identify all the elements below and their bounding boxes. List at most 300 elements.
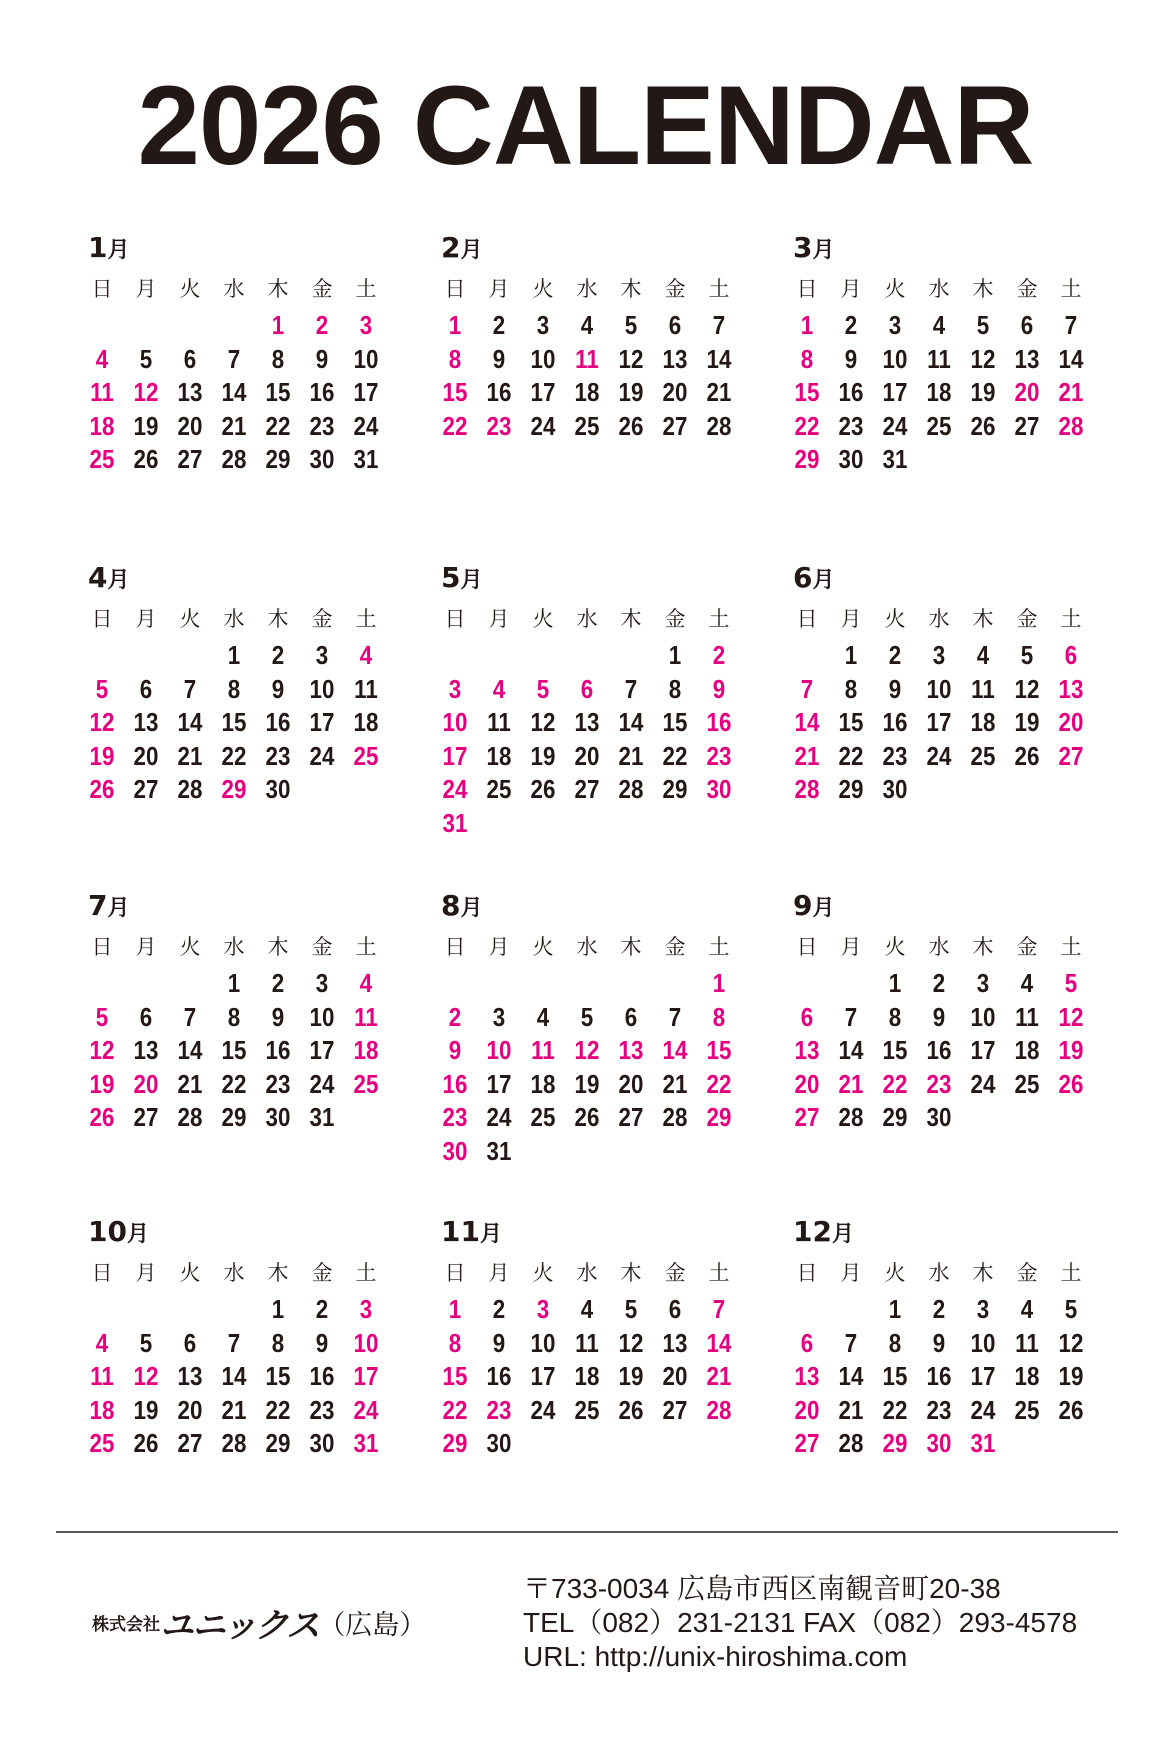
- day-cell: 31: [353, 444, 379, 474]
- day-cell: 25: [926, 410, 952, 441]
- day-cell: 8: [271, 1327, 285, 1358]
- day-cell-holiday: 19: [89, 1068, 115, 1099]
- day-cell: 29: [265, 444, 291, 474]
- day-cell-holiday: 29: [794, 444, 820, 474]
- weekday-header: 月: [135, 277, 157, 301]
- day-cell-holiday: 19: [89, 740, 115, 771]
- weekday-header: 水: [928, 277, 950, 301]
- day-cell: 27: [662, 1394, 688, 1425]
- month-block: [787, 889, 1087, 1136]
- weekday-header: 土: [355, 935, 377, 959]
- day-cell-holiday: 29: [706, 1102, 732, 1132]
- day-cell-holiday: 20: [1014, 377, 1040, 407]
- month-suffix: 月: [831, 1222, 854, 1247]
- day-cell-holiday: 21: [706, 1361, 732, 1391]
- day-cell: 10: [970, 1001, 996, 1032]
- month-block: [82, 1215, 382, 1462]
- day-cell: 6: [139, 673, 153, 704]
- month-block: [787, 231, 1087, 478]
- day-cell: 18: [926, 377, 952, 407]
- day-cell-holiday: 1: [448, 1294, 462, 1324]
- weekday-header: 月: [840, 1261, 862, 1285]
- day-cell: 28: [838, 1428, 864, 1458]
- day-cell: 19: [133, 1394, 159, 1425]
- weekday-header: 土: [355, 277, 377, 301]
- weekday-header: 月: [135, 607, 157, 631]
- day-cell: 3: [315, 968, 329, 998]
- day-cell-holiday: 16: [706, 707, 732, 737]
- day-cell-holiday: 13: [794, 1361, 820, 1391]
- day-cell-holiday: 23: [486, 410, 512, 441]
- day-cell-holiday: 31: [353, 1428, 379, 1458]
- weekday-header: 火: [884, 1261, 906, 1285]
- day-cell: 2: [888, 640, 902, 670]
- day-cell: 19: [133, 410, 159, 441]
- day-cell: 16: [926, 1361, 952, 1391]
- day-cell: 2: [844, 310, 858, 340]
- day-cell-holiday: 20: [133, 1068, 159, 1099]
- month-suffix: 月: [812, 238, 835, 263]
- day-cell-holiday: 7: [712, 1294, 726, 1324]
- day-cell: 17: [353, 377, 379, 407]
- weekday-header: 水: [223, 935, 245, 959]
- day-cell-holiday: 2: [315, 310, 329, 340]
- day-cell: 26: [133, 444, 159, 474]
- day-cell: 12: [1058, 1327, 1084, 1358]
- weekday-header: 土: [1060, 607, 1082, 631]
- day-cell: 25: [970, 740, 996, 771]
- day-cell: 10: [530, 343, 556, 374]
- day-cell-holiday: 10: [486, 1035, 512, 1065]
- day-cell: 21: [618, 740, 644, 771]
- day-cell: 16: [309, 1361, 335, 1391]
- month-block: [435, 889, 735, 1169]
- day-cell-holiday: 8: [800, 343, 814, 374]
- day-cell: 8: [271, 343, 285, 374]
- day-cell-holiday: 17: [353, 1361, 379, 1391]
- weekday-header: 土: [708, 607, 730, 631]
- day-cell-holiday: 8: [448, 343, 462, 374]
- day-cell-holiday: 1: [800, 310, 814, 340]
- day-cell-holiday: 25: [353, 1068, 379, 1099]
- day-cell-holiday: 23: [706, 740, 732, 771]
- weekday-header: 木: [267, 1261, 289, 1285]
- day-cell-holiday: 5: [1064, 968, 1078, 998]
- day-cell: 8: [227, 673, 241, 704]
- day-cell: 10: [926, 673, 952, 704]
- weekday-header: 火: [179, 1261, 201, 1285]
- day-cell: 2: [315, 1294, 329, 1324]
- day-cell: 14: [706, 343, 732, 374]
- month-suffix: 月: [107, 896, 130, 921]
- day-cell: 13: [662, 1327, 688, 1358]
- day-cell-holiday: 30: [926, 1428, 952, 1458]
- day-cell: 19: [618, 1361, 644, 1391]
- weekday-header: 木: [267, 277, 289, 301]
- weekday-header: 木: [972, 935, 994, 959]
- day-cell-holiday: 15: [442, 377, 468, 407]
- day-cell-holiday: 28: [706, 1394, 732, 1425]
- day-cell: 31: [486, 1135, 512, 1166]
- day-cell: 18: [1014, 1035, 1040, 1065]
- day-cell: 13: [133, 1035, 159, 1065]
- weekday-header: 金: [664, 277, 686, 301]
- weekday-header: 月: [488, 1261, 510, 1285]
- day-cell: 20: [177, 410, 203, 441]
- day-cell-holiday: 4: [359, 968, 373, 998]
- weekday-header: 日: [91, 1261, 113, 1285]
- weekday-header: 金: [311, 935, 333, 959]
- weekday-header: 金: [311, 277, 333, 301]
- day-cell: 22: [221, 1068, 247, 1099]
- day-cell: 3: [492, 1001, 506, 1032]
- day-cell: 4: [932, 310, 946, 340]
- weekday-header: 土: [1060, 935, 1082, 959]
- day-cell-holiday: 4: [95, 1327, 109, 1358]
- month-label: [88, 889, 130, 922]
- day-cell: 5: [139, 343, 153, 374]
- day-cell: 5: [624, 310, 638, 340]
- day-cell-holiday: 10: [442, 707, 468, 737]
- month-block: [787, 561, 1087, 808]
- day-cell-holiday: 29: [882, 1428, 908, 1458]
- day-cell: 20: [662, 1361, 688, 1391]
- weekday-header: 土: [708, 277, 730, 301]
- day-cell: 16: [486, 377, 512, 407]
- day-cell-holiday: 17: [442, 740, 468, 771]
- day-cell-holiday: 25: [89, 444, 115, 474]
- day-cell-holiday: 11: [354, 1001, 378, 1032]
- day-cell: 10: [309, 673, 335, 704]
- day-cell-holiday: 24: [442, 774, 468, 804]
- day-cell-holiday: 27: [794, 1102, 820, 1132]
- day-cell: 18: [530, 1068, 556, 1099]
- day-cell: 3: [888, 310, 902, 340]
- day-cell: 20: [177, 1394, 203, 1425]
- day-cell: 23: [309, 410, 335, 441]
- day-cell: 9: [888, 673, 902, 704]
- day-cell: 17: [530, 1361, 556, 1391]
- month-suffix: 月: [460, 568, 483, 593]
- day-cell-holiday: 4: [95, 343, 109, 374]
- phone-line: TEL（082）231-2131 FAX（082）293-4578: [523, 1607, 1078, 1638]
- day-cell: 13: [574, 707, 600, 737]
- weekday-header: 木: [620, 277, 642, 301]
- day-cell-holiday: 3: [448, 673, 462, 704]
- day-cell: 6: [668, 1294, 682, 1324]
- day-cell: 30: [265, 1102, 291, 1132]
- day-cell-holiday: 1: [448, 310, 462, 340]
- day-cell: 29: [221, 1102, 247, 1132]
- day-cell-holiday: 20: [794, 1068, 820, 1099]
- weekday-header: 金: [1016, 1261, 1038, 1285]
- day-cell: 24: [882, 410, 908, 441]
- day-cell-holiday: 28: [794, 774, 820, 804]
- day-cell: 16: [838, 377, 864, 407]
- day-cell: 11: [575, 1327, 599, 1358]
- month-label: [441, 231, 483, 264]
- day-cell: 9: [271, 673, 285, 704]
- day-cell: 24: [530, 410, 556, 441]
- month-number: 1: [88, 231, 108, 264]
- day-cell-holiday: 27: [1058, 740, 1084, 771]
- day-cell: 29: [662, 774, 688, 804]
- weekday-header: 日: [796, 277, 818, 301]
- day-cell: 24: [353, 410, 379, 441]
- month-number: 6: [793, 561, 813, 594]
- weekday-header: 月: [840, 607, 862, 631]
- day-cell: 10: [530, 1327, 556, 1358]
- month-block: [435, 561, 735, 841]
- day-cell: 29: [882, 1102, 908, 1132]
- day-cell: 17: [882, 377, 908, 407]
- weekday-header: 土: [1060, 1261, 1082, 1285]
- day-cell: 14: [1058, 343, 1084, 374]
- day-cell: 21: [177, 1068, 203, 1099]
- day-cell-holiday: 23: [926, 1068, 952, 1099]
- day-cell: 21: [838, 1394, 864, 1425]
- day-cell: 10: [970, 1327, 996, 1358]
- day-cell-holiday: 13: [794, 1035, 820, 1065]
- day-cell: 18: [574, 377, 600, 407]
- day-cell: 9: [492, 343, 506, 374]
- day-cell-holiday: 14: [662, 1035, 688, 1065]
- day-cell: 22: [838, 740, 864, 771]
- weekday-header: 月: [488, 277, 510, 301]
- day-cell-holiday: 16: [442, 1068, 468, 1099]
- company-prefix: 株式会社: [92, 1615, 160, 1635]
- day-cell: 25: [1014, 1068, 1040, 1099]
- day-cell: 18: [1014, 1361, 1040, 1391]
- day-cell: 2: [492, 1294, 506, 1324]
- day-cell: 7: [844, 1327, 858, 1358]
- day-cell: 9: [932, 1001, 946, 1032]
- day-cell: 30: [309, 1428, 335, 1458]
- day-cell: 28: [221, 1428, 247, 1458]
- day-cell: 12: [970, 343, 996, 374]
- footer-divider: [56, 1531, 1118, 1533]
- weekday-header: 水: [223, 1261, 245, 1285]
- day-cell-holiday: 12: [89, 707, 115, 737]
- weekday-header: 金: [1016, 277, 1038, 301]
- day-cell: 8: [668, 673, 682, 704]
- day-cell: 26: [133, 1428, 159, 1458]
- day-cell: 22: [221, 740, 247, 771]
- day-cell-holiday: 15: [794, 377, 820, 407]
- day-cell: 12: [618, 343, 644, 374]
- weekday-header: 金: [311, 1261, 333, 1285]
- day-cell-holiday: 12: [574, 1035, 600, 1065]
- day-cell: 24: [926, 740, 952, 771]
- day-cell: 31: [309, 1102, 335, 1132]
- day-cell: 5: [580, 1001, 594, 1032]
- day-cell: 21: [221, 410, 247, 441]
- day-cell: 14: [177, 1035, 203, 1065]
- day-cell: 29: [838, 774, 864, 804]
- day-cell: 14: [618, 707, 644, 737]
- day-cell: 13: [133, 707, 159, 737]
- weekday-header: 火: [884, 935, 906, 959]
- weekday-header: 日: [796, 607, 818, 631]
- day-cell: 25: [574, 1394, 600, 1425]
- day-cell: 14: [838, 1035, 864, 1065]
- company-name: ユニックス: [160, 1606, 319, 1646]
- weekday-header: 金: [1016, 607, 1038, 631]
- day-cell: 27: [662, 410, 688, 441]
- day-cell: 9: [271, 1001, 285, 1032]
- day-cell: 17: [530, 377, 556, 407]
- weekday-header: 水: [928, 935, 950, 959]
- day-cell: 7: [844, 1001, 858, 1032]
- day-cell-holiday: 12: [1058, 1001, 1084, 1032]
- weekday-header: 木: [972, 277, 994, 301]
- day-cell: 2: [932, 968, 946, 998]
- day-cell: 2: [932, 1294, 946, 1324]
- day-cell: 27: [177, 1428, 203, 1458]
- weekday-header: 水: [928, 1261, 950, 1285]
- day-cell-holiday: 29: [221, 774, 247, 804]
- day-cell: 7: [624, 673, 638, 704]
- day-cell: 23: [926, 1394, 952, 1425]
- month-block: [82, 889, 382, 1136]
- day-cell-holiday: 8: [712, 1001, 726, 1032]
- day-cell: 11: [971, 673, 995, 704]
- day-cell-holiday: 6: [580, 673, 594, 704]
- day-cell: 27: [618, 1102, 644, 1132]
- day-cell: 24: [486, 1102, 512, 1132]
- day-cell-holiday: 18: [89, 1394, 115, 1425]
- month-suffix: 月: [479, 1222, 502, 1247]
- month-number: 7: [88, 889, 108, 922]
- weekday-header: 金: [664, 1261, 686, 1285]
- day-cell: 4: [536, 1001, 550, 1032]
- day-cell: 9: [315, 343, 329, 374]
- day-cell-holiday: 10: [353, 1327, 379, 1358]
- day-cell: 1: [271, 1294, 285, 1324]
- weekday-header: 月: [840, 935, 862, 959]
- day-cell: 11: [1015, 1001, 1039, 1032]
- month-block: [787, 1215, 1087, 1462]
- day-cell: 4: [1020, 1294, 1034, 1324]
- day-cell: 7: [1064, 310, 1078, 340]
- day-cell: 24: [309, 740, 335, 771]
- day-cell: 26: [1014, 740, 1040, 771]
- weekday-header: 土: [1060, 277, 1082, 301]
- day-cell-holiday: 6: [1064, 640, 1078, 670]
- day-cell: 17: [970, 1035, 996, 1065]
- weekday-header: 水: [223, 277, 245, 301]
- day-cell-holiday: 22: [882, 1068, 908, 1099]
- day-cell: 22: [662, 740, 688, 771]
- day-cell: 15: [838, 707, 864, 737]
- day-cell-holiday: 29: [442, 1428, 468, 1458]
- day-cell: 10: [882, 343, 908, 374]
- month-suffix: 月: [812, 568, 835, 593]
- day-cell: 8: [888, 1327, 902, 1358]
- day-cell-holiday: 30: [706, 774, 732, 804]
- day-cell: 6: [1020, 310, 1034, 340]
- day-cell-holiday: 21: [838, 1068, 864, 1099]
- weekday-header: 月: [488, 935, 510, 959]
- month-suffix: 月: [812, 896, 835, 921]
- day-cell-holiday: 26: [89, 774, 115, 804]
- month-block: [82, 561, 382, 808]
- day-cell: 13: [662, 343, 688, 374]
- month-label: [441, 1215, 502, 1248]
- day-cell: 22: [265, 410, 291, 441]
- day-cell: 1: [227, 968, 241, 998]
- day-cell: 15: [221, 707, 247, 737]
- day-cell: 4: [1020, 968, 1034, 998]
- day-cell-holiday: 14: [794, 707, 820, 737]
- day-cell-holiday: 11: [90, 377, 114, 407]
- weekday-header: 日: [444, 277, 466, 301]
- month-label: [793, 1215, 854, 1248]
- day-cell: 24: [309, 1068, 335, 1099]
- day-cell-holiday: 6: [800, 1327, 814, 1358]
- month-label: [793, 561, 835, 594]
- day-cell-holiday: 9: [712, 673, 726, 704]
- weekday-header: 火: [532, 277, 554, 301]
- day-cell-holiday: 8: [448, 1327, 462, 1358]
- day-cell: 11: [354, 673, 378, 704]
- day-cell: 9: [315, 1327, 329, 1358]
- month-suffix: 月: [460, 896, 483, 921]
- day-cell-holiday: 5: [95, 1001, 109, 1032]
- day-cell: 15: [265, 377, 291, 407]
- day-cell: 6: [183, 1327, 197, 1358]
- day-cell-holiday: 22: [794, 410, 820, 441]
- day-cell-holiday: 4: [492, 673, 506, 704]
- day-cell: 26: [618, 410, 644, 441]
- weekday-header: 水: [576, 277, 598, 301]
- day-cell: 28: [177, 1102, 203, 1132]
- day-cell: 24: [530, 1394, 556, 1425]
- day-cell: 18: [486, 740, 512, 771]
- day-cell-holiday: 7: [800, 673, 814, 704]
- weekday-header: 月: [135, 935, 157, 959]
- day-cell: 27: [574, 774, 600, 804]
- weekday-header: 水: [928, 607, 950, 631]
- day-cell: 19: [1058, 1361, 1084, 1391]
- day-cell: 3: [932, 640, 946, 670]
- weekday-header: 火: [179, 935, 201, 959]
- day-cell: 10: [353, 343, 379, 374]
- day-cell-holiday: 22: [442, 410, 468, 441]
- day-cell-holiday: 27: [794, 1428, 820, 1458]
- month-label: [88, 561, 130, 594]
- day-cell: 15: [882, 1361, 908, 1391]
- weekday-header: 日: [796, 935, 818, 959]
- weekday-header: 日: [444, 607, 466, 631]
- day-cell-holiday: 3: [536, 1294, 550, 1324]
- day-cell-holiday: 11: [575, 343, 599, 374]
- day-cell-holiday: 25: [353, 740, 379, 771]
- day-cell: 7: [712, 310, 726, 340]
- weekday-header: 日: [444, 935, 466, 959]
- day-cell-holiday: 11: [90, 1361, 114, 1391]
- day-cell-holiday: 6: [800, 1001, 814, 1032]
- weekday-header: 火: [179, 277, 201, 301]
- day-cell: 16: [486, 1361, 512, 1391]
- weekday-header: 木: [972, 1261, 994, 1285]
- calendar-title: 2026 CALENDAR: [137, 63, 1034, 188]
- day-cell: 21: [177, 740, 203, 771]
- day-cell: 28: [706, 410, 732, 441]
- day-cell: 2: [492, 310, 506, 340]
- weekday-header: 水: [576, 1261, 598, 1285]
- day-cell: 19: [618, 377, 644, 407]
